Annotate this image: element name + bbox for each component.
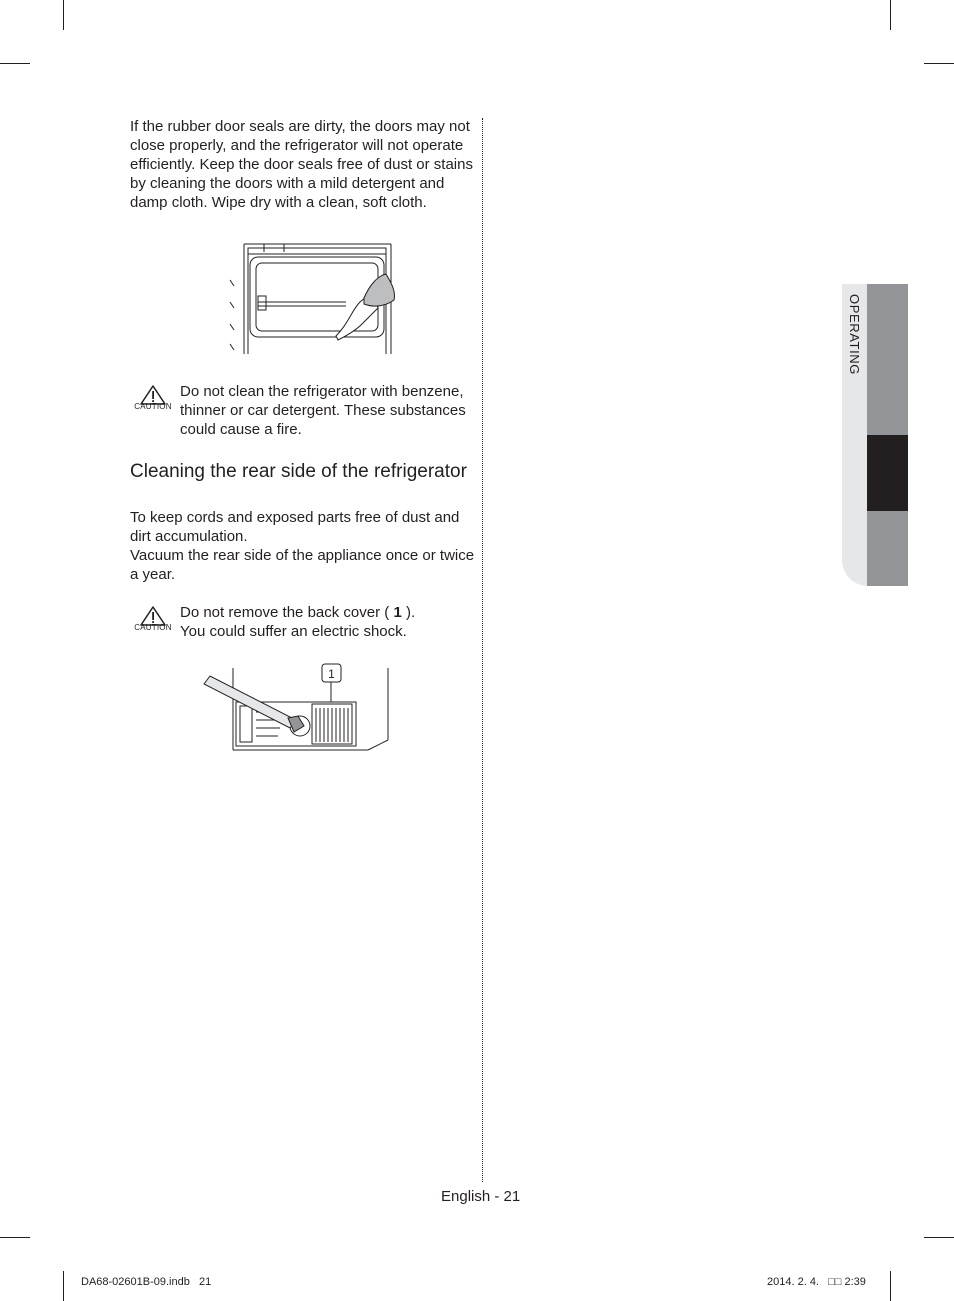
caution-label: CAUTION bbox=[134, 623, 172, 632]
footer-date-info: 2014. 2. 4. □□ 2:39 bbox=[767, 1276, 866, 1288]
section-body-2: Vacuum the rear side of the appliance once or twice a year. bbox=[130, 547, 475, 583]
door-seal-cleaning-illustration bbox=[226, 240, 400, 358]
crop-mark bbox=[0, 63, 30, 64]
caution-note-back-cover bbox=[130, 603, 478, 647]
crop-mark bbox=[924, 63, 954, 64]
crop-mark bbox=[890, 1271, 891, 1301]
crop-mark bbox=[890, 0, 891, 30]
intro-paragraph: If the rubber door seals are dirty, the doors may not close properly, and the refrigerator will not operate efficiently. Keep the door seals free of dust or stains by cleaning the doors with a mild detergent and damp cloth. Wipe dry with a clean, soft cloth. bbox=[130, 118, 473, 211]
caution-text: Do not clean the refrigerator with benzene, thinner or car detergent. These substances could cause a fire. bbox=[180, 383, 466, 438]
caution-text-line2: You could suffer an electric shock. bbox=[180, 623, 407, 640]
crop-mark bbox=[0, 1237, 30, 1238]
callout-number: 1 bbox=[328, 667, 335, 681]
column-divider bbox=[482, 118, 483, 1182]
caution-text-part: ). bbox=[401, 604, 416, 621]
caution-text-part: Do not remove the back cover ( bbox=[180, 604, 394, 621]
footer-file-info: DA68-02601B-09.indb 21 bbox=[81, 1276, 212, 1288]
side-tab-label-area bbox=[842, 284, 867, 435]
crop-mark bbox=[63, 0, 64, 30]
crop-mark bbox=[924, 1237, 954, 1238]
rear-side-vacuum-illustration bbox=[200, 660, 394, 754]
caution-text bbox=[180, 603, 478, 641]
crop-mark bbox=[63, 1271, 64, 1301]
section-heading: Cleaning the rear side of the refrigerator bbox=[130, 461, 467, 482]
section-body-1: To keep cords and exposed parts free of dust and dirt accumulation. bbox=[130, 509, 460, 545]
caution-callout-number: 1 bbox=[393, 604, 402, 621]
caution-label: CAUTION bbox=[134, 402, 172, 411]
caution-note-cleaning-agents bbox=[130, 382, 478, 442]
page-number: English - 21 bbox=[441, 1188, 521, 1205]
side-tab-active-marker bbox=[867, 435, 908, 511]
section-side-tab bbox=[842, 284, 908, 586]
side-tab-label: OPERATING bbox=[847, 294, 862, 376]
